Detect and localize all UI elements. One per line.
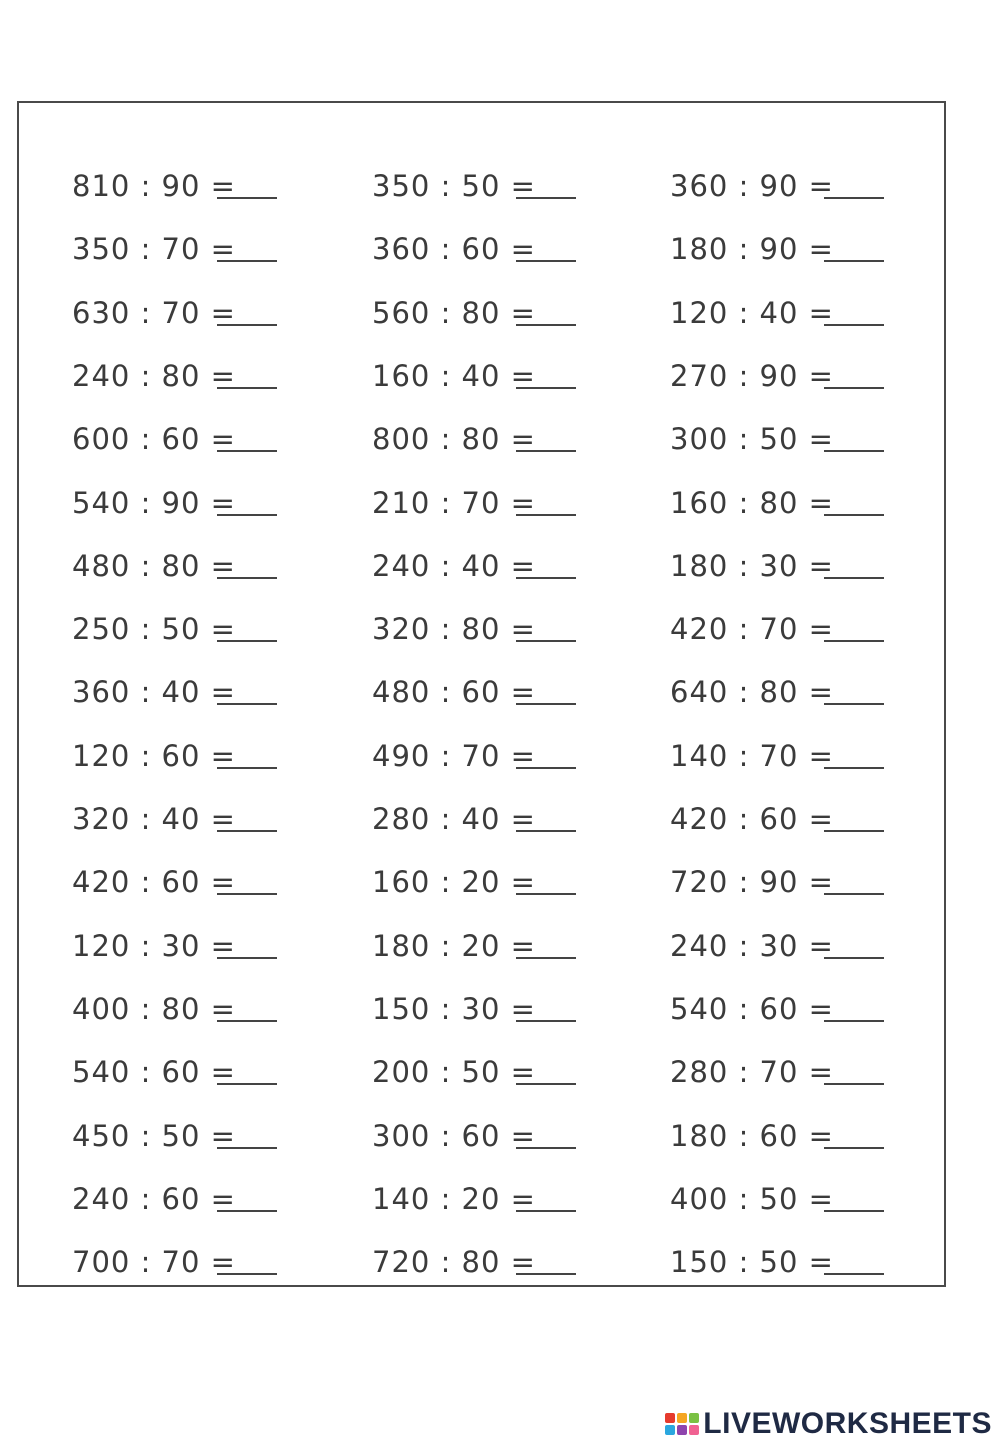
answer-input[interactable] bbox=[516, 928, 576, 958]
answer-input[interactable] bbox=[217, 168, 277, 198]
answer-input[interactable] bbox=[217, 928, 277, 958]
division-expression: 360 : 60 = bbox=[372, 232, 536, 266]
logo-square bbox=[665, 1425, 675, 1435]
division-expression: 700 : 70 = bbox=[72, 1245, 236, 1279]
division-problem bbox=[670, 356, 834, 396]
division-expression: 300 : 60 = bbox=[372, 1119, 536, 1153]
division-expression: 160 : 40 = bbox=[372, 359, 536, 393]
liveworksheets-grid-icon bbox=[665, 1413, 699, 1435]
answer-input[interactable] bbox=[217, 485, 277, 515]
answer-input[interactable] bbox=[516, 1181, 576, 1211]
answer-input[interactable] bbox=[217, 991, 277, 1021]
division-problem bbox=[372, 989, 536, 1029]
answer-input[interactable] bbox=[824, 928, 884, 958]
division-problem bbox=[372, 609, 536, 649]
answer-input[interactable] bbox=[516, 168, 576, 198]
logo-text: LIVEWORKSHEETS bbox=[703, 1407, 992, 1440]
division-problem bbox=[670, 609, 834, 649]
division-expression: 420 : 70 = bbox=[670, 612, 834, 646]
division-expression: 320 : 40 = bbox=[72, 802, 236, 836]
answer-input[interactable] bbox=[824, 1244, 884, 1274]
division-expression: 120 : 60 = bbox=[72, 739, 236, 773]
division-expression: 140 : 70 = bbox=[670, 739, 834, 773]
division-problem bbox=[372, 1116, 536, 1156]
answer-input[interactable] bbox=[824, 611, 884, 641]
division-problem bbox=[72, 926, 236, 966]
answer-input[interactable] bbox=[824, 421, 884, 451]
answer-input[interactable] bbox=[516, 231, 576, 261]
answer-input[interactable] bbox=[824, 991, 884, 1021]
answer-input[interactable] bbox=[516, 991, 576, 1021]
division-problem bbox=[72, 1116, 236, 1156]
answer-input[interactable] bbox=[824, 295, 884, 325]
division-problem bbox=[670, 1179, 834, 1219]
division-expression: 800 : 80 = bbox=[372, 422, 536, 456]
division-problem bbox=[72, 736, 236, 776]
division-problem bbox=[372, 293, 536, 333]
division-problem bbox=[372, 799, 536, 839]
answer-input[interactable] bbox=[516, 801, 576, 831]
division-problem bbox=[372, 166, 536, 206]
answer-input[interactable] bbox=[824, 864, 884, 894]
division-expression: 240 : 80 = bbox=[72, 359, 236, 393]
division-problem bbox=[670, 862, 834, 902]
division-problem bbox=[72, 862, 236, 902]
answer-input[interactable] bbox=[824, 674, 884, 704]
division-problem bbox=[72, 609, 236, 649]
logo-square bbox=[665, 1413, 675, 1423]
division-problem bbox=[670, 672, 834, 712]
division-expression: 320 : 80 = bbox=[372, 612, 536, 646]
division-problem bbox=[670, 989, 834, 1029]
division-problem bbox=[372, 483, 536, 523]
division-problem bbox=[372, 862, 536, 902]
division-expression: 640 : 80 = bbox=[670, 675, 834, 709]
division-expression: 480 : 60 = bbox=[372, 675, 536, 709]
division-problem bbox=[670, 293, 834, 333]
division-expression: 420 : 60 = bbox=[72, 865, 236, 899]
division-expression: 120 : 30 = bbox=[72, 929, 236, 963]
division-problem bbox=[72, 672, 236, 712]
answer-input[interactable] bbox=[516, 1118, 576, 1148]
answer-input[interactable] bbox=[217, 1244, 277, 1274]
answer-input[interactable] bbox=[217, 358, 277, 388]
division-expression: 160 : 20 = bbox=[372, 865, 536, 899]
answer-input[interactable] bbox=[217, 295, 277, 325]
division-problem bbox=[72, 1179, 236, 1219]
division-problem bbox=[670, 419, 834, 459]
division-expression: 480 : 80 = bbox=[72, 549, 236, 583]
answer-input[interactable] bbox=[217, 801, 277, 831]
division-problem bbox=[372, 736, 536, 776]
division-expression: 540 : 90 = bbox=[72, 486, 236, 520]
answer-input[interactable] bbox=[217, 421, 277, 451]
division-expression: 280 : 70 = bbox=[670, 1055, 834, 1089]
division-expression: 350 : 50 = bbox=[372, 169, 536, 203]
division-expression: 250 : 50 = bbox=[72, 612, 236, 646]
answer-input[interactable] bbox=[217, 611, 277, 641]
division-problem bbox=[72, 419, 236, 459]
answer-input[interactable] bbox=[217, 1118, 277, 1148]
logo-square bbox=[689, 1413, 699, 1423]
division-expression: 720 : 90 = bbox=[670, 865, 834, 899]
division-expression: 350 : 70 = bbox=[72, 232, 236, 266]
division-expression: 810 : 90 = bbox=[72, 169, 236, 203]
answer-input[interactable] bbox=[516, 611, 576, 641]
division-expression: 270 : 90 = bbox=[670, 359, 834, 393]
answer-input[interactable] bbox=[516, 358, 576, 388]
division-problem bbox=[372, 356, 536, 396]
logo-square bbox=[689, 1425, 699, 1435]
division-problem bbox=[670, 483, 834, 523]
division-problem bbox=[372, 419, 536, 459]
division-expression: 280 : 40 = bbox=[372, 802, 536, 836]
division-expression: 400 : 50 = bbox=[670, 1182, 834, 1216]
answer-input[interactable] bbox=[516, 1244, 576, 1274]
logo-square bbox=[677, 1425, 687, 1435]
division-expression: 630 : 70 = bbox=[72, 296, 236, 330]
division-problem bbox=[670, 546, 834, 586]
answer-input[interactable] bbox=[217, 1181, 277, 1211]
division-expression: 450 : 50 = bbox=[72, 1119, 236, 1153]
division-problem bbox=[72, 293, 236, 333]
answer-input[interactable] bbox=[824, 485, 884, 515]
division-expression: 560 : 80 = bbox=[372, 296, 536, 330]
division-problem bbox=[72, 356, 236, 396]
answer-input[interactable] bbox=[824, 738, 884, 768]
answer-input[interactable] bbox=[217, 231, 277, 261]
answer-input[interactable] bbox=[824, 231, 884, 261]
answer-input[interactable] bbox=[516, 421, 576, 451]
division-problem bbox=[72, 229, 236, 269]
division-expression: 360 : 40 = bbox=[72, 675, 236, 709]
division-problem bbox=[670, 229, 834, 269]
division-expression: 360 : 90 = bbox=[670, 169, 834, 203]
division-problem bbox=[372, 546, 536, 586]
division-problem bbox=[670, 1052, 834, 1092]
division-expression: 180 : 20 = bbox=[372, 929, 536, 963]
division-expression: 240 : 30 = bbox=[670, 929, 834, 963]
answer-input[interactable] bbox=[824, 1118, 884, 1148]
division-expression: 150 : 50 = bbox=[670, 1245, 834, 1279]
division-problem bbox=[372, 672, 536, 712]
answer-input[interactable] bbox=[824, 358, 884, 388]
division-expression: 150 : 30 = bbox=[372, 992, 536, 1026]
division-problem bbox=[72, 1242, 236, 1282]
division-expression: 160 : 80 = bbox=[670, 486, 834, 520]
division-problem bbox=[372, 1242, 536, 1282]
division-problem bbox=[72, 799, 236, 839]
answer-input[interactable] bbox=[516, 485, 576, 515]
answer-input[interactable] bbox=[824, 1181, 884, 1211]
division-expression: 240 : 40 = bbox=[372, 549, 536, 583]
answer-input[interactable] bbox=[516, 674, 576, 704]
answer-input[interactable] bbox=[217, 1054, 277, 1084]
division-problem bbox=[372, 229, 536, 269]
answer-input[interactable] bbox=[824, 548, 884, 578]
logo-square bbox=[677, 1413, 687, 1423]
division-expression: 140 : 20 = bbox=[372, 1182, 536, 1216]
answer-input[interactable] bbox=[217, 674, 277, 704]
division-expression: 300 : 50 = bbox=[670, 422, 834, 456]
answer-input[interactable] bbox=[516, 295, 576, 325]
division-expression: 210 : 70 = bbox=[372, 486, 536, 520]
answer-input[interactable] bbox=[217, 548, 277, 578]
division-expression: 490 : 70 = bbox=[372, 739, 536, 773]
division-problem bbox=[670, 1242, 834, 1282]
answer-input[interactable] bbox=[516, 864, 576, 894]
division-expression: 180 : 60 = bbox=[670, 1119, 834, 1153]
liveworksheets-logo bbox=[665, 1407, 992, 1441]
division-problem bbox=[670, 1116, 834, 1156]
division-problem bbox=[372, 926, 536, 966]
answer-input[interactable] bbox=[217, 738, 277, 768]
division-problem bbox=[670, 926, 834, 966]
division-expression: 200 : 50 = bbox=[372, 1055, 536, 1089]
division-problem bbox=[72, 546, 236, 586]
answer-input[interactable] bbox=[217, 864, 277, 894]
answer-input[interactable] bbox=[516, 1054, 576, 1084]
division-expression: 420 : 60 = bbox=[670, 802, 834, 836]
division-problem bbox=[670, 166, 834, 206]
division-problem bbox=[670, 799, 834, 839]
division-problem bbox=[72, 166, 236, 206]
division-expression: 720 : 80 = bbox=[372, 1245, 536, 1279]
answer-input[interactable] bbox=[824, 168, 884, 198]
division-expression: 120 : 40 = bbox=[670, 296, 834, 330]
division-expression: 600 : 60 = bbox=[72, 422, 236, 456]
answer-input[interactable] bbox=[516, 548, 576, 578]
division-problem bbox=[372, 1052, 536, 1092]
division-problem bbox=[72, 1052, 236, 1092]
division-problem bbox=[670, 736, 834, 776]
answer-input[interactable] bbox=[516, 738, 576, 768]
division-problem bbox=[72, 483, 236, 523]
division-problem bbox=[72, 989, 236, 1029]
division-problem bbox=[372, 1179, 536, 1219]
answer-input[interactable] bbox=[824, 801, 884, 831]
division-expression: 540 : 60 = bbox=[72, 1055, 236, 1089]
division-expression: 540 : 60 = bbox=[670, 992, 834, 1026]
division-expression: 400 : 80 = bbox=[72, 992, 236, 1026]
division-expression: 180 : 90 = bbox=[670, 232, 834, 266]
division-expression: 240 : 60 = bbox=[72, 1182, 236, 1216]
division-expression: 180 : 30 = bbox=[670, 549, 834, 583]
answer-input[interactable] bbox=[824, 1054, 884, 1084]
